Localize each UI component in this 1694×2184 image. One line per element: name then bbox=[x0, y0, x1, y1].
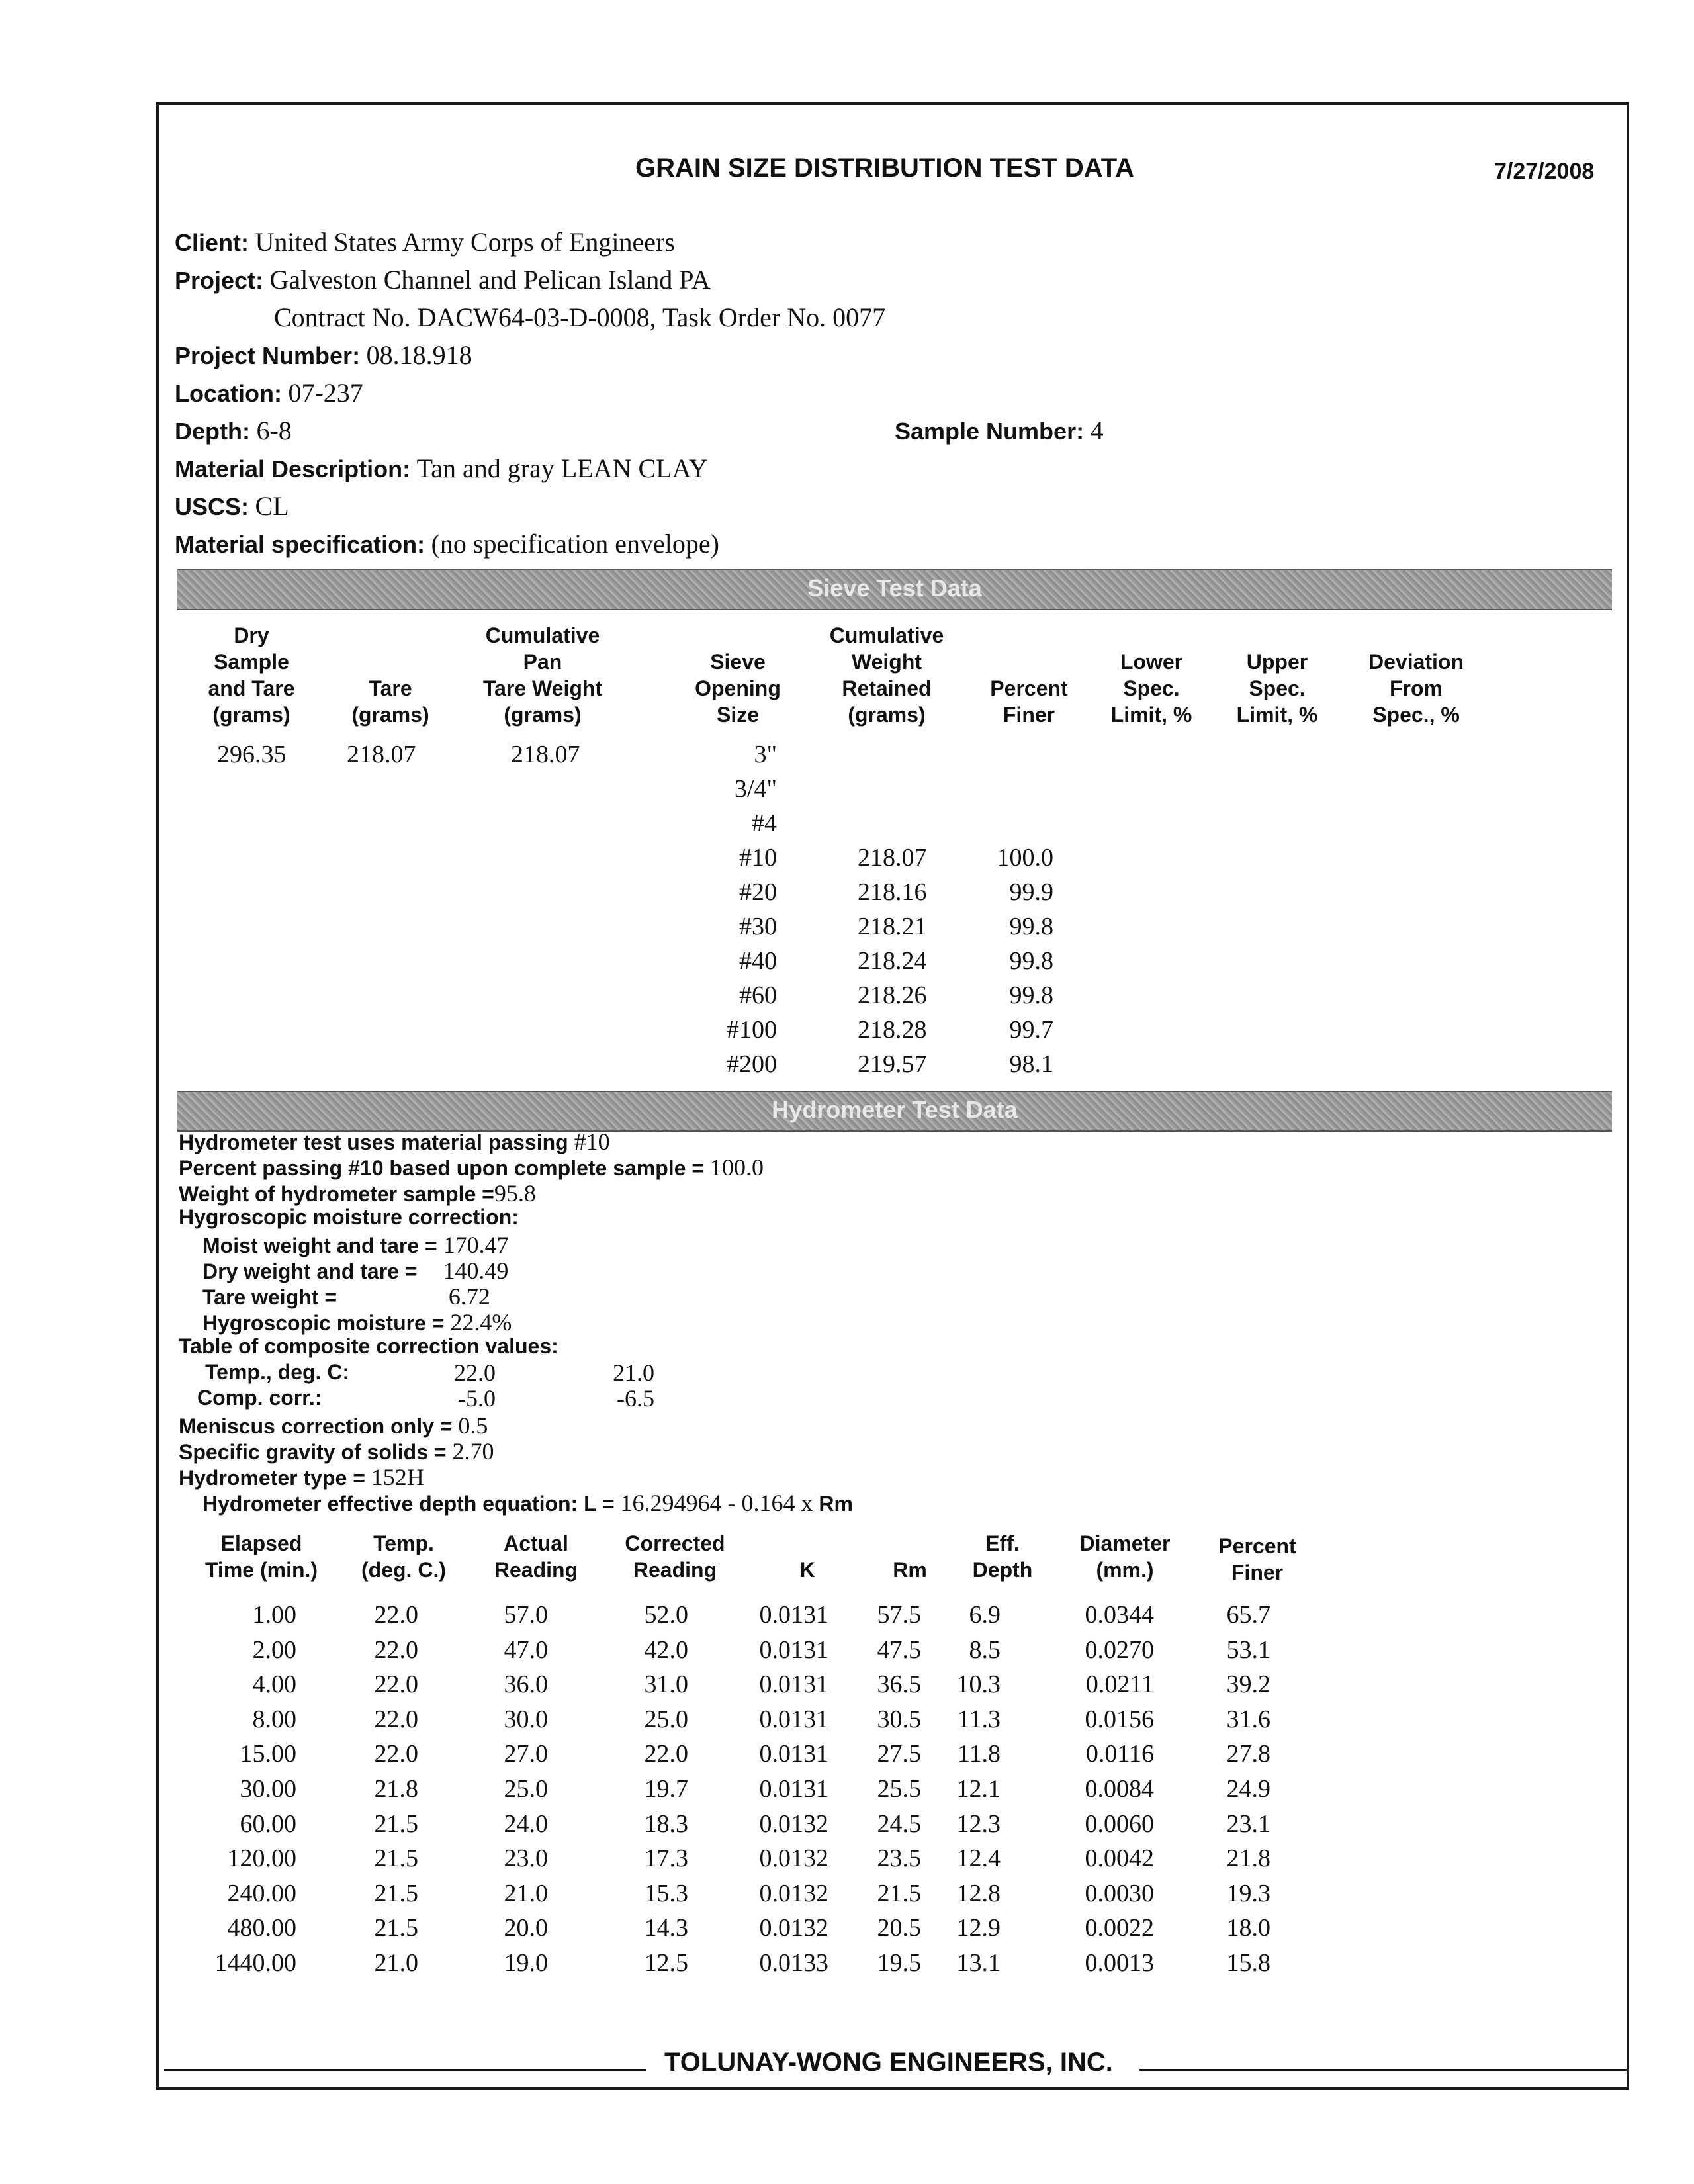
sieve-finer: 99.8 bbox=[1009, 981, 1053, 1009]
hydro-cell-elapsed-time: 480.00 bbox=[227, 1914, 296, 1942]
hydro-cell-percent-finer: 31.6 bbox=[1226, 1705, 1270, 1733]
material-spec-value: (no specification envelope) bbox=[431, 529, 719, 559]
hydro-cell-eff-depth: 10.3 bbox=[956, 1670, 1001, 1699]
hydro-cell-k: 0.0131 bbox=[759, 1635, 828, 1664]
hydro-cell-percent-finer: 65.7 bbox=[1226, 1601, 1270, 1629]
hygroscopic-moisture-label: Hygroscopic moisture = bbox=[202, 1311, 445, 1335]
hydro-cell-corrected-reading: 31.0 bbox=[644, 1670, 688, 1699]
hydro-cell-percent-finer: 15.8 bbox=[1226, 1949, 1270, 1977]
hydrometer-weight-value: 95.8 bbox=[494, 1180, 536, 1206]
tare-weight-value: 6.72 bbox=[448, 1283, 490, 1310]
hydro-cell-k: 0.0131 bbox=[759, 1740, 828, 1768]
tare-weight-label: Tare weight = bbox=[202, 1285, 337, 1309]
hydro-cell-rm: 27.5 bbox=[877, 1740, 921, 1768]
hydro-cell-percent-finer: 27.8 bbox=[1226, 1740, 1270, 1768]
uscs-line bbox=[175, 490, 289, 522]
hydro-cell-eff-depth: 11.8 bbox=[957, 1740, 1001, 1768]
col-header-eff-depth: Eff. Depth bbox=[972, 1531, 1033, 1582]
sieve-size: #20 bbox=[739, 878, 777, 906]
hydro-cell-corrected-reading: 22.0 bbox=[644, 1740, 688, 1768]
hydro-cell-k: 0.0133 bbox=[759, 1949, 828, 1977]
hydro-cell-elapsed-time: 1.00 bbox=[252, 1601, 296, 1629]
hydro-cell-temp: 22.0 bbox=[374, 1740, 418, 1768]
report-title: GRAIN SIZE DISTRIBUTION TEST DATA bbox=[635, 154, 1135, 183]
hydro-cell-temp: 21.5 bbox=[374, 1809, 418, 1838]
col-header-cumulative-retained: Cumulative Weight Retained (grams) bbox=[829, 623, 944, 727]
hydro-cell-eff-depth: 11.3 bbox=[957, 1705, 1001, 1733]
hydro-cell-temp: 22.0 bbox=[374, 1635, 418, 1664]
hydro-cell-eff-depth: 8.5 bbox=[969, 1635, 1001, 1664]
tare-weight-line bbox=[202, 1283, 490, 1310]
hydro-cell-corrected-reading: 15.3 bbox=[644, 1879, 688, 1907]
temp-corr-value: 21.0 bbox=[613, 1359, 654, 1386]
hydrometer-uses-label: Hydrometer test uses material passing bbox=[179, 1130, 568, 1154]
depth-equation-tail: Rm bbox=[819, 1492, 853, 1516]
hydro-cell-diameter: 0.0116 bbox=[1085, 1740, 1154, 1768]
hydro-cell-corrected-reading: 18.3 bbox=[644, 1809, 688, 1838]
hydro-cell-percent-finer: 53.1 bbox=[1226, 1635, 1270, 1664]
hydro-cell-percent-finer: 18.0 bbox=[1226, 1914, 1270, 1942]
col-header-sieve-opening: Sieve Opening Size bbox=[695, 650, 781, 727]
hydro-cell-corrected-reading: 14.3 bbox=[644, 1914, 688, 1942]
hydro-cell-rm: 20.5 bbox=[877, 1914, 921, 1942]
hydro-cell-actual-reading: 27.0 bbox=[504, 1740, 548, 1768]
sample-number-value: 4 bbox=[1090, 416, 1104, 445]
col-header-dry-sample: Dry Sample and Tare (grams) bbox=[208, 623, 295, 727]
client-value: United States Army Corps of Engineers bbox=[255, 227, 675, 257]
hydro-cell-k: 0.0132 bbox=[759, 1879, 828, 1907]
sieve-size: 3/4" bbox=[734, 775, 777, 803]
hydro-cell-rm: 25.5 bbox=[877, 1775, 921, 1803]
depth-equation-line bbox=[202, 1489, 853, 1517]
hydro-cell-temp: 21.5 bbox=[374, 1844, 418, 1873]
sieve-retained: 218.28 bbox=[858, 1016, 927, 1044]
moist-weight-line bbox=[202, 1231, 509, 1259]
uscs-label: USCS: bbox=[175, 493, 249, 520]
sieve-finer: 100.0 bbox=[997, 844, 1053, 872]
hydrometer-type-line bbox=[179, 1463, 424, 1491]
material-spec-label: Material specification: bbox=[175, 531, 425, 558]
location-line bbox=[175, 377, 363, 408]
hydro-cell-diameter: 0.0211 bbox=[1085, 1670, 1154, 1699]
project-number-label: Project Number: bbox=[175, 342, 361, 369]
sieve-size: #40 bbox=[739, 947, 777, 975]
depth-equation-label: Hydrometer effective depth equation: L = bbox=[202, 1492, 615, 1516]
sieve-section-band bbox=[177, 569, 1612, 610]
hydro-cell-actual-reading: 57.0 bbox=[504, 1601, 548, 1629]
hydro-cell-temp: 22.0 bbox=[374, 1670, 418, 1699]
hydro-cell-k: 0.0131 bbox=[759, 1705, 828, 1733]
hydro-cell-diameter: 0.0022 bbox=[1085, 1914, 1154, 1942]
project-line bbox=[175, 264, 711, 295]
sieve-size: 3" bbox=[754, 741, 777, 768]
material-spec-line bbox=[175, 528, 719, 559]
hydro-cell-actual-reading: 24.0 bbox=[504, 1809, 548, 1838]
hydro-cell-corrected-reading: 52.0 bbox=[644, 1601, 688, 1629]
specific-gravity-label: Specific gravity of solids = bbox=[179, 1440, 447, 1464]
report-date: 7/27/2008 bbox=[1494, 159, 1595, 184]
footer-rule-right bbox=[1139, 2069, 1629, 2071]
hydro-cell-diameter: 0.0042 bbox=[1085, 1844, 1154, 1873]
sample-number-line bbox=[895, 415, 1104, 446]
hydro-cell-temp: 22.0 bbox=[374, 1601, 418, 1629]
hydrometer-uses-value: #10 bbox=[574, 1128, 610, 1155]
hydro-cell-eff-depth: 12.4 bbox=[956, 1844, 1001, 1873]
moist-weight-value: 170.47 bbox=[443, 1232, 509, 1258]
sieve-retained: 218.21 bbox=[858, 913, 927, 940]
hydro-cell-k: 0.0132 bbox=[759, 1844, 828, 1873]
pan-tare-value: 218.07 bbox=[511, 741, 580, 768]
sieve-size: #10 bbox=[739, 844, 777, 872]
sieve-retained: 219.57 bbox=[858, 1050, 927, 1078]
material-description-value: Tan and gray LEAN CLAY bbox=[416, 453, 708, 483]
temp-corr-label: Temp., deg. C: bbox=[205, 1360, 350, 1384]
contract-value: Contract No. DACW64-03-D-0008, Task Order No. 0077 bbox=[274, 302, 886, 332]
percent-passing-label: Percent passing #10 based upon complete sample = bbox=[179, 1156, 705, 1180]
hydro-cell-elapsed-time: 15.00 bbox=[240, 1740, 296, 1768]
sieve-finer: 99.7 bbox=[1009, 1016, 1053, 1044]
material-description-label: Material Description: bbox=[175, 455, 411, 482]
moist-weight-label: Moist weight and tare = bbox=[202, 1234, 437, 1257]
col-header-k: K bbox=[799, 1558, 815, 1582]
company-name: TOLUNAY-WONG ENGINEERS, INC. bbox=[664, 2048, 1113, 2077]
hydro-cell-eff-depth: 12.1 bbox=[956, 1775, 1001, 1803]
footer-rule-left bbox=[164, 2069, 646, 2071]
hydro-cell-percent-finer: 19.3 bbox=[1226, 1879, 1270, 1907]
location-value: 07-237 bbox=[288, 378, 363, 408]
meniscus-label: Meniscus correction only = bbox=[179, 1414, 453, 1438]
hydro-cell-actual-reading: 36.0 bbox=[504, 1670, 548, 1699]
dry-sample-value: 296.35 bbox=[217, 741, 287, 768]
hydro-cell-temp: 21.8 bbox=[374, 1775, 418, 1803]
hydro-cell-corrected-reading: 17.3 bbox=[644, 1844, 688, 1873]
hydro-cell-diameter: 0.0156 bbox=[1085, 1705, 1154, 1733]
col-header-diameter: Diameter (mm.) bbox=[1079, 1531, 1171, 1582]
meniscus-line bbox=[179, 1412, 488, 1439]
hydro-cell-elapsed-time: 120.00 bbox=[227, 1844, 296, 1873]
sieve-retained: 218.24 bbox=[858, 947, 927, 975]
col-header-percent-finer: Percent Finer bbox=[990, 676, 1068, 727]
project-label: Project: bbox=[175, 267, 264, 294]
hydro-cell-actual-reading: 47.0 bbox=[504, 1635, 548, 1664]
hydro-cell-corrected-reading: 42.0 bbox=[644, 1635, 688, 1664]
hydro-cell-k: 0.0132 bbox=[759, 1914, 828, 1942]
percent-passing-value: 100.0 bbox=[709, 1154, 764, 1181]
sieve-finer: 99.8 bbox=[1009, 947, 1053, 975]
hydro-cell-diameter: 0.0030 bbox=[1085, 1879, 1154, 1907]
col-header-tare: Tare (grams) bbox=[351, 676, 429, 727]
hydrometer-uses-line bbox=[179, 1128, 610, 1156]
hydro-cell-actual-reading: 20.0 bbox=[504, 1914, 548, 1942]
hydro-cell-actual-reading: 19.0 bbox=[504, 1949, 548, 1977]
sieve-size: #200 bbox=[727, 1050, 777, 1078]
sieve-finer: 98.1 bbox=[1009, 1050, 1053, 1078]
hydro-cell-elapsed-time: 2.00 bbox=[252, 1635, 296, 1664]
uscs-value: CL bbox=[255, 491, 289, 521]
hydro-cell-diameter: 0.0060 bbox=[1085, 1809, 1154, 1838]
hydrometer-weight-line bbox=[179, 1179, 536, 1207]
hydrometer-type-value: 152H bbox=[371, 1464, 424, 1490]
composite-table-heading: Table of composite correction values: bbox=[179, 1334, 558, 1358]
hydro-cell-actual-reading: 21.0 bbox=[504, 1879, 548, 1907]
sieve-size: #30 bbox=[739, 913, 777, 940]
hydro-cell-eff-depth: 12.9 bbox=[956, 1914, 1001, 1942]
hygroscopic-moisture-line bbox=[202, 1308, 512, 1336]
hydro-cell-percent-finer: 21.8 bbox=[1226, 1844, 1270, 1873]
comp-corr-label: Comp. corr.: bbox=[197, 1386, 322, 1410]
sieve-band-title: Sieve Test Data bbox=[807, 574, 982, 602]
hydro-cell-corrected-reading: 12.5 bbox=[644, 1949, 688, 1977]
sieve-finer: 99.8 bbox=[1009, 913, 1053, 940]
specific-gravity-value: 2.70 bbox=[452, 1438, 494, 1465]
sieve-retained: 218.26 bbox=[858, 981, 927, 1009]
hygroscopic-moisture-value: 22.4% bbox=[450, 1309, 512, 1336]
hydro-cell-rm: 23.5 bbox=[877, 1844, 921, 1873]
col-header-elapsed-time: Elapsed Time (min.) bbox=[204, 1531, 318, 1582]
hydro-cell-rm: 19.5 bbox=[877, 1949, 921, 1977]
col-header-rm: Rm bbox=[893, 1558, 927, 1582]
hydrometer-band-title: Hydrometer Test Data bbox=[772, 1096, 1018, 1123]
hygroscopic-correction-heading: Hygroscopic moisture correction: bbox=[179, 1205, 519, 1229]
hydro-cell-rm: 57.5 bbox=[877, 1601, 921, 1629]
hydro-cell-k: 0.0131 bbox=[759, 1670, 828, 1699]
dry-weight-line bbox=[202, 1257, 508, 1285]
project-number-line bbox=[175, 340, 472, 371]
hydro-cell-temp: 22.0 bbox=[374, 1705, 418, 1733]
hydro-cell-rm: 36.5 bbox=[877, 1670, 921, 1699]
col-header-lower-spec: Lower Spec. Limit, % bbox=[1110, 650, 1192, 727]
hydrometer-weight-label: Weight of hydrometer sample = bbox=[179, 1182, 494, 1206]
comp-corr-value: -5.0 bbox=[458, 1385, 496, 1412]
project-value: Galveston Channel and Pelican Island PA bbox=[269, 265, 711, 295]
col-header-deviation: Deviation From Spec., % bbox=[1368, 650, 1464, 727]
hydro-cell-eff-depth: 12.3 bbox=[956, 1809, 1001, 1838]
col-header-hydro-percent-finer: Percent Finer bbox=[1218, 1534, 1296, 1584]
hydro-cell-elapsed-time: 30.00 bbox=[240, 1775, 296, 1803]
hydro-cell-actual-reading: 23.0 bbox=[504, 1844, 548, 1873]
temp-corr-value: 22.0 bbox=[454, 1359, 496, 1386]
hydro-cell-eff-depth: 13.1 bbox=[956, 1949, 1001, 1977]
hydro-cell-corrected-reading: 19.7 bbox=[644, 1775, 688, 1803]
client-label: Client: bbox=[175, 229, 249, 256]
hydro-cell-elapsed-time: 4.00 bbox=[252, 1670, 296, 1699]
hydro-cell-diameter: 0.0270 bbox=[1085, 1635, 1154, 1664]
hydro-cell-temp: 21.5 bbox=[374, 1879, 418, 1907]
hydro-cell-rm: 21.5 bbox=[877, 1879, 921, 1907]
sieve-finer: 99.9 bbox=[1009, 878, 1053, 906]
hydro-cell-diameter: 0.0084 bbox=[1085, 1775, 1154, 1803]
depth-equation-value: 16.294964 - 0.164 x bbox=[620, 1490, 813, 1516]
hydro-cell-k: 0.0132 bbox=[759, 1809, 828, 1838]
hydro-cell-eff-depth: 6.9 bbox=[969, 1601, 1001, 1629]
hydro-cell-k: 0.0131 bbox=[759, 1601, 828, 1629]
dry-weight-value: 140.49 bbox=[443, 1257, 509, 1284]
hydro-cell-rm: 47.5 bbox=[877, 1635, 921, 1664]
material-description-line bbox=[175, 453, 708, 484]
col-header-actual-reading: Actual Reading bbox=[494, 1531, 578, 1582]
location-label: Location: bbox=[175, 380, 282, 407]
hydro-cell-percent-finer: 24.9 bbox=[1226, 1775, 1270, 1803]
hydro-cell-temp: 21.5 bbox=[374, 1914, 418, 1942]
client-line bbox=[175, 226, 675, 257]
hydro-cell-temp: 21.0 bbox=[374, 1949, 418, 1977]
hydro-cell-k: 0.0131 bbox=[759, 1775, 828, 1803]
col-header-temp: Temp. (deg. C.) bbox=[361, 1531, 446, 1582]
hydro-cell-corrected-reading: 25.0 bbox=[644, 1705, 688, 1733]
depth-value: 6-8 bbox=[256, 416, 292, 445]
contract-line bbox=[274, 302, 885, 333]
col-header-corrected-reading: Corrected Reading bbox=[625, 1531, 725, 1582]
hydro-cell-elapsed-time: 240.00 bbox=[227, 1879, 296, 1907]
col-header-upper-spec: Upper Spec. Limit, % bbox=[1236, 650, 1318, 727]
sample-number-label: Sample Number: bbox=[895, 418, 1085, 445]
depth-line bbox=[175, 415, 292, 446]
sieve-size: #100 bbox=[727, 1016, 777, 1044]
project-number-value: 08.18.918 bbox=[366, 340, 472, 370]
hydro-cell-diameter: 0.0344 bbox=[1085, 1601, 1154, 1629]
tare-value: 218.07 bbox=[347, 741, 416, 768]
sieve-size: #60 bbox=[739, 981, 777, 1009]
sieve-retained: 218.16 bbox=[858, 878, 927, 906]
hydro-cell-actual-reading: 30.0 bbox=[504, 1705, 548, 1733]
hydro-cell-rm: 30.5 bbox=[877, 1705, 921, 1733]
dry-weight-label: Dry weight and tare = bbox=[202, 1259, 418, 1283]
hydro-cell-elapsed-time: 1440.00 bbox=[214, 1949, 296, 1977]
sieve-size: #4 bbox=[752, 809, 777, 837]
hydro-cell-percent-finer: 39.2 bbox=[1226, 1670, 1270, 1699]
hydro-cell-actual-reading: 25.0 bbox=[504, 1775, 548, 1803]
hydrometer-type-label: Hydrometer type = bbox=[179, 1466, 365, 1490]
meniscus-value: 0.5 bbox=[458, 1412, 488, 1439]
comp-corr-value: -6.5 bbox=[617, 1385, 654, 1412]
percent-passing-line bbox=[179, 1154, 764, 1181]
depth-label: Depth: bbox=[175, 418, 250, 445]
specific-gravity-line bbox=[179, 1437, 494, 1465]
hydro-cell-rm: 24.5 bbox=[877, 1809, 921, 1838]
hydro-cell-diameter: 0.0013 bbox=[1085, 1949, 1154, 1977]
hydro-cell-elapsed-time: 8.00 bbox=[252, 1705, 296, 1733]
hydro-cell-eff-depth: 12.8 bbox=[956, 1879, 1001, 1907]
hydro-cell-percent-finer: 23.1 bbox=[1226, 1809, 1270, 1838]
hydrometer-section-band bbox=[177, 1091, 1612, 1132]
hydro-cell-elapsed-time: 60.00 bbox=[240, 1809, 296, 1838]
sieve-retained: 218.07 bbox=[858, 844, 927, 872]
col-header-pan-tare: Cumulative Pan Tare Weight (grams) bbox=[482, 623, 603, 727]
